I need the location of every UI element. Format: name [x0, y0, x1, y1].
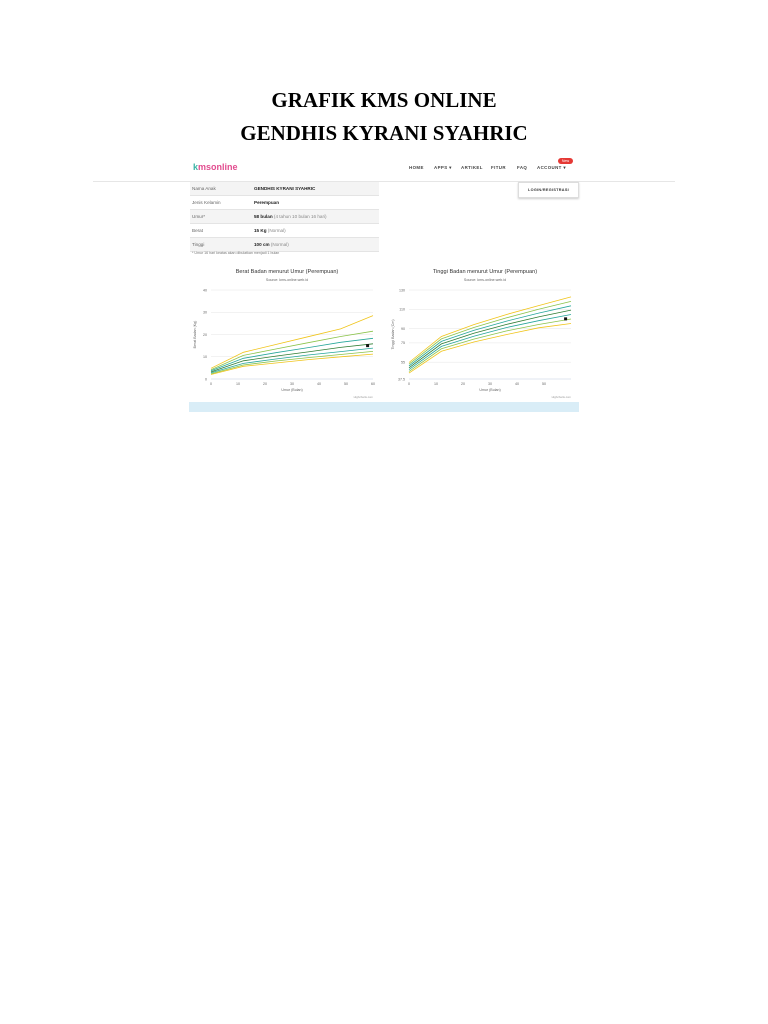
y-tick-label: 110: [399, 307, 405, 312]
profile-value: 58 bulan: [254, 214, 273, 219]
profile-value: 15 Kg: [254, 228, 267, 233]
profile-label: Nama Anak: [190, 182, 252, 196]
profile-value-cell: [252, 210, 379, 224]
y-tick-label: 30: [203, 310, 207, 315]
profile-value-cell: [252, 182, 379, 196]
profile-value-cell: [252, 196, 379, 210]
profile-label: Tinggi: [190, 238, 252, 252]
logo-text: msonline: [198, 162, 238, 172]
nav-account[interactable]: ACCOUNT ▾: [537, 165, 566, 170]
y-tick-label: 90: [401, 326, 405, 331]
x-axis-label: Umur (Bulan): [479, 388, 501, 392]
nav-faq[interactable]: FAQ: [517, 165, 528, 170]
nav-fitur[interactable]: FITUR: [491, 165, 506, 170]
x-tick-label: 40: [317, 382, 321, 386]
chart-credit: Highcharts.com: [551, 395, 571, 399]
document-subtitle: GENDHIS KYRANI SYAHRIC: [240, 121, 528, 145]
kms-screenshot: [93, 154, 675, 412]
y-tick-label: 40: [203, 288, 207, 293]
x-tick-label: 60: [371, 382, 375, 386]
chart-title: Berat Badan menurut Umur (Perempuan): [235, 269, 339, 275]
y-axis-label: Berat Badan (Kg): [193, 320, 197, 349]
series-line: [211, 348, 373, 373]
x-axis-label: Umur (Bulan): [281, 388, 303, 392]
profile-value-cell: [252, 238, 379, 252]
y-tick-label: 37.5: [398, 377, 405, 382]
profile-row: [190, 182, 379, 196]
profile-label: Umur*: [190, 210, 252, 224]
profile-note: (Normal): [267, 228, 286, 233]
new-badge: New: [558, 158, 573, 164]
profile-value-cell: [252, 224, 379, 238]
child-data-point: [564, 317, 567, 320]
y-axis-label: Tinggi Badan (Cm): [391, 319, 395, 350]
series-line: [409, 324, 571, 374]
chart-credit: Highcharts.com: [353, 395, 373, 399]
nav-artikel[interactable]: ARTIKEL: [461, 165, 483, 170]
profile-value: GENDHIS KYRANI SYAHRIC: [254, 186, 316, 191]
site-logo[interactable]: [193, 162, 238, 172]
y-tick-label: 20: [203, 332, 207, 337]
x-tick-label: 50: [344, 382, 348, 386]
profile-note: (Normal): [270, 242, 289, 247]
profile-row: [190, 238, 379, 252]
y-tick-label: 55: [401, 360, 405, 365]
profile-value: 100 cm: [254, 242, 270, 247]
height-chart: [388, 265, 582, 401]
x-tick-label: 0: [408, 382, 410, 386]
x-tick-label: 30: [290, 382, 294, 386]
x-tick-label: 10: [434, 382, 438, 386]
x-tick-label: 20: [263, 382, 267, 386]
profile-label: Jenis Kelamin: [190, 196, 252, 210]
chart-svg: [388, 265, 582, 401]
profile-row: [190, 224, 379, 238]
profile-label: Berat: [190, 224, 252, 238]
bottom-info-bar: [189, 402, 579, 412]
series-line: [211, 344, 373, 372]
document-title: GRAFIK KMS ONLINE: [271, 88, 497, 112]
x-tick-label: 40: [515, 382, 519, 386]
profile-note: (4 tahun 10 bulan 16 hari): [273, 214, 327, 219]
weight-chart: [190, 265, 384, 401]
nav-home[interactable]: HOME: [409, 165, 424, 170]
y-tick-label: 10: [203, 355, 207, 360]
x-tick-label: 50: [542, 382, 546, 386]
y-tick-label: 75: [401, 341, 405, 346]
chart-title: Tinggi Badan menurut Umur (Perempuan): [432, 269, 538, 275]
profile-value: Perempuan: [254, 200, 280, 205]
profile-table: [190, 182, 379, 252]
logo-k: k: [193, 162, 199, 172]
x-tick-label: 20: [461, 382, 465, 386]
age-footnote: * Umur 16 hari keatas akan dibulatkan menjadi 1 bulan: [192, 251, 280, 255]
y-tick-label: 130: [399, 288, 405, 293]
chart-subtitle: Source: kms-online.web.id: [463, 278, 507, 282]
chart-subtitle: Source: kms-online.web.id: [265, 278, 309, 282]
y-tick-label: 0: [205, 377, 207, 382]
x-tick-label: 30: [488, 382, 492, 386]
site-navbar: [93, 154, 675, 182]
profile-row: [190, 196, 379, 210]
series-line: [211, 316, 373, 369]
profile-row: [190, 210, 379, 224]
child-data-point: [366, 344, 369, 347]
login-register-button[interactable]: LOGIN/REGISTRASI: [518, 182, 579, 198]
x-tick-label: 10: [236, 382, 240, 386]
x-tick-label: 0: [210, 382, 212, 386]
nav-apps[interactable]: APPS ▾: [434, 165, 452, 170]
chart-svg: [190, 265, 384, 401]
series-line: [211, 351, 373, 373]
